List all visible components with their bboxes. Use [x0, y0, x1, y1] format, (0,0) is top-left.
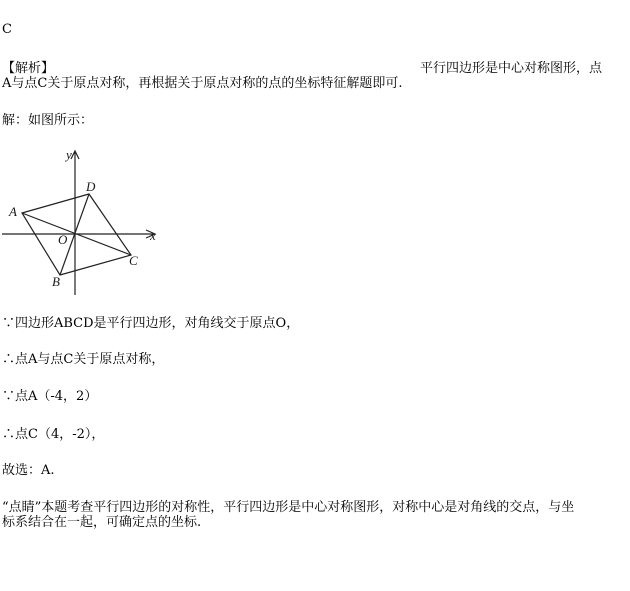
y-axis-label: y: [66, 147, 72, 162]
comment-line2: 标系结合在一起，可确定点的坐标.: [2, 515, 202, 530]
parallelogram-diagram: [0, 145, 170, 300]
analysis-text-line1: 平行四边形是中心对称图形，点: [420, 61, 603, 76]
step-3: ∵点A（-4，2）: [2, 389, 98, 404]
vertex-label-a: A: [9, 204, 17, 219]
vertex-label-c: C: [129, 253, 138, 268]
answer-letter: C: [2, 22, 12, 37]
vertex-label-d: D: [86, 179, 96, 194]
analysis-label: 【解析】: [2, 61, 55, 76]
origin-label-o: O: [58, 232, 68, 247]
comment-line1: “点睛”本题考查平行四边形的对称性，平行四边形是中心对称图形，对称中心是对角线的交点，与坐: [2, 500, 575, 515]
solution-intro: 解：如图所示：: [2, 113, 94, 128]
vertex-label-b: B: [52, 274, 60, 289]
step-1: ∵四边形ABCD是平行四边形，对角线交于原点O，: [2, 316, 300, 331]
step-5: 故选：A.: [2, 463, 55, 478]
x-axis-label: x: [150, 228, 156, 243]
step-4: ∴点C（4，-2），: [2, 427, 105, 442]
step-2: ∴点A与点C关于原点对称，: [2, 352, 165, 367]
analysis-text-line2: A与点C关于原点对称，再根据关于原点对称的点的坐标特征解题即可.: [2, 76, 403, 91]
